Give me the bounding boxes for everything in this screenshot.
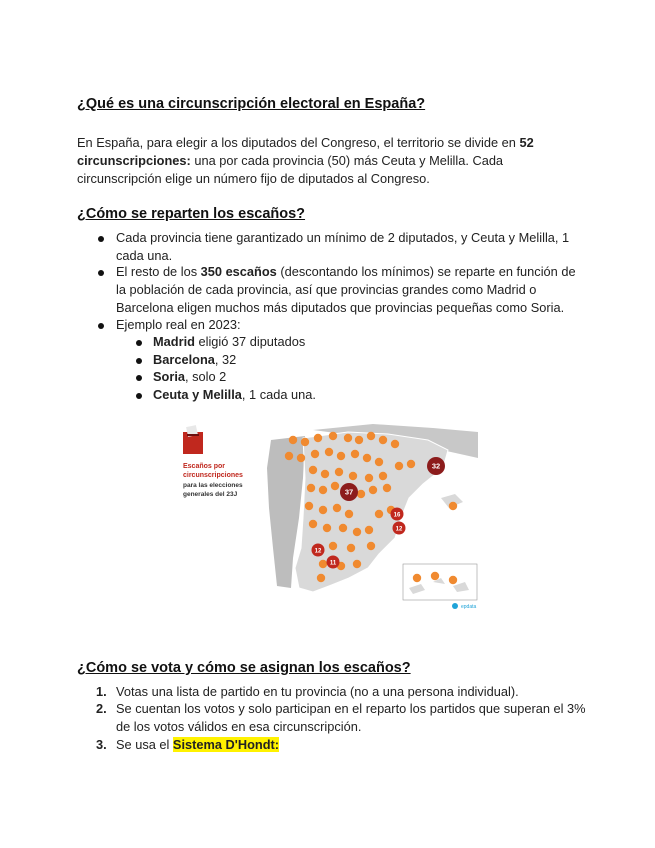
province-marker	[319, 486, 327, 494]
sub-bold: Soria	[153, 369, 186, 384]
province-marker	[331, 482, 339, 490]
province-marker	[367, 432, 375, 440]
province-marker	[375, 458, 383, 466]
province-marker	[363, 454, 371, 462]
sub-item-barcelona	[153, 351, 236, 369]
province-marker	[395, 462, 403, 470]
sub-bold: Madrid	[153, 334, 195, 349]
province-marker	[305, 502, 313, 510]
bullet2-text-2: (descontando los mínimos) se reparte en función de la población de cada provincia, así que provincias grandes como Madrid o Barcelona eligen muchos más diputados que provincias pequeñas como Soria.	[116, 264, 576, 315]
map-title-line1: Escaños por	[183, 463, 226, 470]
province-marker	[375, 510, 383, 518]
province-marker	[369, 486, 377, 494]
province-marker	[314, 434, 322, 442]
list-number-1: 1.	[96, 684, 107, 699]
bullet-dot	[98, 236, 104, 242]
province-marker	[319, 560, 327, 568]
province-marker	[345, 510, 353, 518]
province-seat-label: 16	[393, 512, 401, 519]
province-marker	[413, 574, 421, 582]
province-seat-label: 37	[344, 487, 354, 497]
province-marker	[301, 438, 309, 446]
list-number-2: 2.	[96, 701, 107, 716]
list-item-3	[116, 736, 279, 754]
heading-circunscripcion: ¿Qué es una circunscripción electoral en España?	[77, 96, 426, 112]
list-item-2: Se cuentan los votos y solo participan en el reparto los partidos que superan el 3% de los votos válidos en esa circunscripción.	[116, 701, 586, 734]
province-marker	[329, 542, 337, 550]
bullet-reparto	[116, 263, 586, 317]
province-marker	[339, 524, 347, 532]
sub-item-madrid	[153, 333, 305, 351]
province-marker	[309, 466, 317, 474]
province-marker	[449, 502, 457, 510]
sub-item-ceuta-melilla	[153, 386, 316, 404]
province-marker	[351, 450, 359, 458]
province-marker	[335, 468, 343, 476]
map-title-line2: circunscripciones	[183, 472, 243, 479]
province-marker	[379, 472, 387, 480]
province-marker	[353, 560, 361, 568]
bullet-minimo: Cada provincia tiene garantizado un mínimo de 2 diputados, y Ceuta y Melilla, 1 cada una.	[116, 230, 570, 263]
province-marker	[449, 576, 457, 584]
province-marker	[347, 544, 355, 552]
bullet2-bold: 350 escaños	[200, 264, 277, 279]
province-marker	[357, 490, 365, 498]
brand-label: epdata	[461, 604, 477, 610]
bullet-ejemplo: Ejemplo real en 2023:	[116, 317, 241, 332]
sub-bullet-dot	[136, 375, 142, 381]
province-seat-label: 12	[395, 526, 403, 533]
province-marker	[379, 436, 387, 444]
map-subtitle-line2: generales del 23J	[183, 491, 238, 498]
sub-bullet-dot	[136, 340, 142, 346]
sub-bold: Barcelona	[153, 352, 215, 367]
sub-rest: , solo 2	[185, 369, 227, 384]
list-item-1: Votas una lista de partido en tu provincia (no a una persona individual).	[116, 684, 519, 699]
item3-text: Se usa el	[116, 737, 173, 752]
province-seat-label: 11	[329, 560, 337, 567]
sub-rest: , 1 cada una.	[241, 387, 316, 402]
province-marker	[431, 572, 439, 580]
map-subtitle-line1: para las elecciones	[183, 482, 243, 489]
list-number-3: 3.	[96, 737, 107, 752]
province-marker	[285, 452, 293, 460]
province-marker	[311, 450, 319, 458]
sub-rest: eligió 37 diputados	[194, 334, 306, 349]
province-marker	[349, 472, 357, 480]
province-marker	[391, 440, 399, 448]
sub-bold: Ceuta y Melilla	[153, 387, 242, 402]
province-marker	[297, 454, 305, 462]
province-marker	[321, 470, 329, 478]
sub-item-soria	[153, 368, 226, 386]
province-marker	[407, 460, 415, 468]
province-marker	[319, 506, 327, 514]
province-marker	[353, 528, 361, 536]
province-seat-label: 12	[314, 548, 322, 555]
province-marker	[365, 526, 373, 534]
province-marker	[307, 484, 315, 492]
province-marker	[323, 524, 331, 532]
heading-reparto: ¿Cómo se reparten los escaños?	[77, 206, 306, 222]
intro-text-2: una por cada provincia (50) más Ceuta y Melilla. Cada circunscripción elige un número fijo de diputados al Congreso.	[77, 153, 504, 186]
dhondt-highlight: Sistema D'Hondt:	[172, 737, 280, 752]
intro-bold: 52 circunscripciones:	[77, 135, 534, 168]
bullet-dot	[98, 323, 104, 329]
province-marker	[355, 436, 363, 444]
province-marker	[365, 474, 373, 482]
sub-rest: , 32	[214, 352, 237, 367]
sub-bullet-dot	[136, 393, 142, 399]
bullet-dot	[98, 270, 104, 276]
province-marker	[289, 436, 297, 444]
sub-bullet-dot	[136, 358, 142, 364]
province-marker	[367, 542, 375, 550]
province-marker	[309, 520, 317, 528]
province-marker	[337, 452, 345, 460]
province-seat-label: 32	[431, 461, 441, 471]
province-marker	[317, 574, 325, 582]
province-marker	[325, 448, 333, 456]
heading-votacion: ¿Cómo se vota y cómo se asignan los escaños?	[77, 660, 411, 676]
province-marker	[383, 484, 391, 492]
brand-icon	[452, 603, 458, 609]
bullet2-text-1: El resto de los	[116, 264, 201, 279]
paragraph-intro	[77, 134, 577, 188]
province-marker	[333, 504, 341, 512]
province-marker	[329, 432, 337, 440]
seats-map-figure	[173, 418, 483, 612]
intro-text-1: En España, para elegir a los diputados del Congreso, el territorio se divide en	[77, 135, 520, 150]
province-marker	[344, 434, 352, 442]
